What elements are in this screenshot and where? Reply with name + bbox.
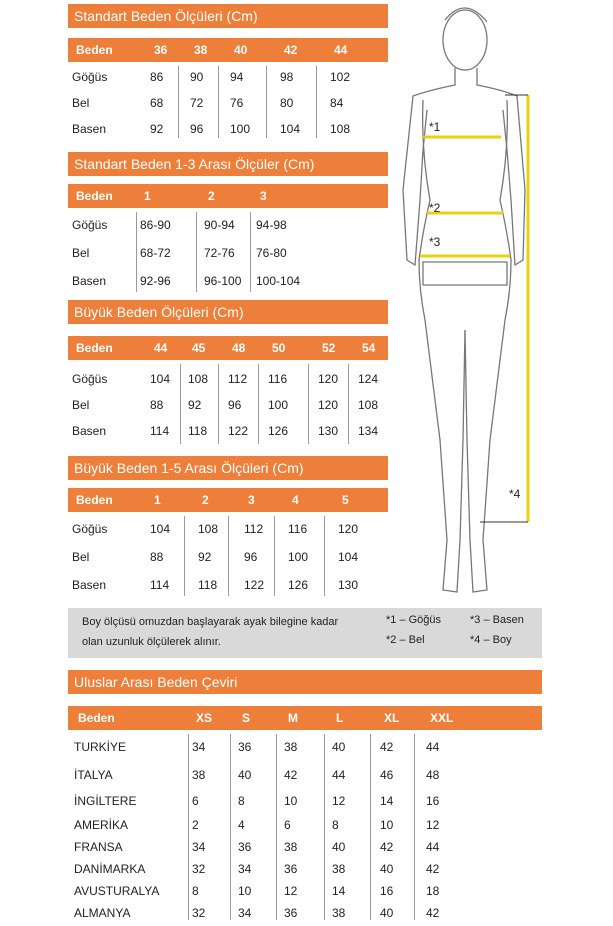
column-divider xyxy=(218,364,219,444)
table-row xyxy=(68,900,542,926)
table-cell: 124 xyxy=(358,372,379,386)
header-size: 45 xyxy=(192,341,206,355)
table-cell: 94-98 xyxy=(256,218,287,232)
table-cell: 14 xyxy=(332,884,346,898)
header-size: 54 xyxy=(362,341,376,355)
table-cell: 8 xyxy=(332,818,339,832)
table-title-standart: Standart Beden Ölçüleri (Cm) xyxy=(68,4,388,28)
label-bust: *1 xyxy=(429,120,441,134)
table-cell: 88 xyxy=(150,550,164,564)
table-cell: 112 xyxy=(228,372,248,386)
table-cell: 104 xyxy=(280,122,301,136)
header-size: L xyxy=(336,711,344,725)
table-cell: 100-104 xyxy=(256,274,301,288)
table-cell: 130 xyxy=(338,578,359,592)
table-cell: 38 xyxy=(332,906,346,920)
header-size: 40 xyxy=(234,43,248,57)
header-size: 3 xyxy=(260,189,267,203)
column-divider xyxy=(324,734,325,920)
table-cell: 84 xyxy=(330,96,344,110)
body-figure xyxy=(385,0,613,610)
table-cell: 32 xyxy=(192,906,206,920)
column-divider xyxy=(316,66,317,138)
column-divider xyxy=(188,734,189,920)
table-cell: 2 xyxy=(192,818,199,832)
table-title-buyuk15: Büyük Beden 1-5 Arası Ölçüleri (Cm) xyxy=(68,456,388,480)
table-cell: 80 xyxy=(280,96,294,110)
table-cell: 36 xyxy=(284,906,298,920)
table-header-buyuk xyxy=(68,336,388,360)
table-cell: 100 xyxy=(268,398,289,412)
table-cell: 104 xyxy=(150,372,171,386)
table-cell: 90-94 xyxy=(204,218,235,232)
table-cell: 118 xyxy=(188,424,208,438)
row-label: Basen xyxy=(72,122,107,136)
row-label: Bel xyxy=(72,246,90,260)
legend-height: *4 – Boy xyxy=(470,634,512,646)
table-cell: 44 xyxy=(426,840,440,854)
note-line-2: olan uzunluk ölçülerek alınır. xyxy=(82,636,221,648)
figure-left-leg xyxy=(419,100,465,592)
column-divider xyxy=(136,212,137,292)
table-row xyxy=(68,212,388,238)
row-label: DANİMARKA xyxy=(74,862,146,876)
table-cell: 32 xyxy=(192,862,206,876)
table-row xyxy=(68,392,388,418)
table-cell: 102 xyxy=(330,70,351,84)
table-cell: 108 xyxy=(188,372,209,386)
table-cell: 36 xyxy=(238,740,252,754)
table-cell: 100 xyxy=(230,122,251,136)
row-label: Basen xyxy=(72,578,107,592)
row-label: Bel xyxy=(72,96,90,110)
table-cell: 108 xyxy=(198,522,219,536)
table-cell: 122 xyxy=(244,578,265,592)
table-header-standart13 xyxy=(68,184,388,208)
table-cell: 72-76 xyxy=(204,246,235,260)
table-cell: 34 xyxy=(238,862,252,876)
table-cell: 130 xyxy=(318,424,339,438)
header-size: 52 xyxy=(322,341,336,355)
table-cell: 46 xyxy=(380,768,394,782)
label-height: *4 xyxy=(509,487,521,501)
table-cell: 8 xyxy=(192,884,199,898)
table-cell: 76 xyxy=(230,96,244,110)
legend-hip: *3 – Basen xyxy=(470,614,524,626)
table-cell: 48 xyxy=(426,768,440,782)
column-divider xyxy=(230,734,231,920)
table-cell: 114 xyxy=(150,424,170,438)
column-divider xyxy=(324,516,325,596)
row-label: Göğüs xyxy=(72,218,108,232)
measurement-note xyxy=(68,608,542,658)
table-cell: 68 xyxy=(150,96,164,110)
table-cell: 6 xyxy=(284,818,291,832)
column-divider xyxy=(228,516,229,596)
header-size: 36 xyxy=(154,43,168,57)
header-size: 48 xyxy=(232,341,246,355)
table-cell: 100 xyxy=(288,550,309,564)
column-divider xyxy=(348,364,349,444)
column-divider xyxy=(258,364,259,444)
table-cell: 88 xyxy=(150,398,164,412)
figure-right-arm xyxy=(477,68,525,265)
table-cell: 116 xyxy=(268,372,288,386)
table-row xyxy=(68,116,388,142)
table-row xyxy=(68,418,388,444)
header-size: 1 xyxy=(144,189,151,203)
column-divider xyxy=(274,516,275,596)
row-label: FRANSA xyxy=(74,840,123,854)
table-cell: 38 xyxy=(192,768,206,782)
table-row xyxy=(68,240,388,266)
table-cell: 38 xyxy=(284,840,298,854)
table-cell: 108 xyxy=(358,398,379,412)
table-cell: 34 xyxy=(192,740,206,754)
table-row xyxy=(68,788,542,814)
table-cell: 44 xyxy=(426,740,440,754)
header-size: 2 xyxy=(202,493,209,507)
table-cell: 44 xyxy=(332,768,346,782)
table-cell: 92 xyxy=(150,122,164,136)
table-cell: 92 xyxy=(198,550,212,564)
table-cell: 40 xyxy=(380,862,394,876)
table-cell: 126 xyxy=(268,424,289,438)
legend-waist: *2 – Bel xyxy=(386,634,425,646)
table-header-uluslar xyxy=(68,706,542,730)
label-hip: *3 xyxy=(429,235,441,249)
figure-head xyxy=(443,10,487,70)
column-divider xyxy=(178,66,179,138)
table-cell: 36 xyxy=(238,840,252,854)
table-cell: 10 xyxy=(238,884,252,898)
table-cell: 96 xyxy=(244,550,258,564)
column-divider xyxy=(266,66,267,138)
row-label: Bel xyxy=(72,398,90,412)
note-line-1: Boy ölçüsü omuzdan başlayarak ayak bilegine kadar xyxy=(82,616,339,628)
column-divider xyxy=(370,734,371,920)
table-cell: 122 xyxy=(228,424,249,438)
header-size: XS xyxy=(196,711,213,725)
table-cell: 16 xyxy=(380,884,394,898)
table-cell: 116 xyxy=(288,522,308,536)
table-cell: 76-80 xyxy=(256,246,287,260)
table-cell: 42 xyxy=(426,862,440,876)
row-label: ALMANYA xyxy=(74,906,131,920)
row-label: Göğüs xyxy=(72,372,108,386)
header-size: 44 xyxy=(154,341,168,355)
row-label: İTALYA xyxy=(74,768,113,782)
header-size: 4 xyxy=(292,493,299,507)
table-cell: 8 xyxy=(238,794,245,808)
table-cell: 42 xyxy=(380,740,394,754)
table-row xyxy=(68,90,388,116)
table-cell: 86-90 xyxy=(140,218,171,232)
table-title-uluslar: Uluslar Arası Beden Çeviri xyxy=(68,670,542,694)
table-cell: 6 xyxy=(192,794,199,808)
table-cell: 42 xyxy=(284,768,298,782)
header-size: 42 xyxy=(284,43,298,57)
table-cell: 12 xyxy=(284,884,298,898)
row-label: AMERİKA xyxy=(74,818,129,832)
table-cell: 12 xyxy=(426,818,440,832)
table-cell: 112 xyxy=(244,522,264,536)
table-row xyxy=(68,64,388,90)
column-divider xyxy=(180,364,181,444)
table-cell: 104 xyxy=(338,550,359,564)
table-cell: 96 xyxy=(228,398,242,412)
table-row xyxy=(68,366,388,392)
table-cell: 40 xyxy=(380,906,394,920)
header-size: 5 xyxy=(342,493,349,507)
header-size: XL xyxy=(384,711,400,725)
header-size: XXL xyxy=(430,711,454,725)
header-size: 1 xyxy=(154,493,161,507)
table-cell: 90 xyxy=(190,70,204,84)
table-cell: 14 xyxy=(380,794,394,808)
header-size: 3 xyxy=(248,493,255,507)
table-row xyxy=(68,268,388,294)
column-divider xyxy=(414,734,415,920)
table-title-buyuk: Büyük Beden Ölçüleri (Cm) xyxy=(68,300,388,324)
table-cell: 36 xyxy=(284,862,298,876)
column-divider xyxy=(276,734,277,920)
table-cell: 18 xyxy=(426,884,440,898)
table-cell: 42 xyxy=(380,840,394,854)
table-row xyxy=(68,762,542,788)
table-cell: 118 xyxy=(198,578,218,592)
table-cell: 40 xyxy=(332,740,346,754)
table-cell: 40 xyxy=(332,840,346,854)
table-cell: 108 xyxy=(330,122,351,136)
table-cell: 94 xyxy=(230,70,244,84)
row-label: Göğüs xyxy=(72,522,108,536)
legend-bust: *1 – Göğüs xyxy=(386,614,442,626)
header-label: Beden xyxy=(76,43,113,57)
column-divider xyxy=(196,212,197,292)
table-cell: 12 xyxy=(332,794,346,808)
table-cell: 134 xyxy=(358,424,379,438)
header-label: Beden xyxy=(76,189,113,203)
table-cell: 96 xyxy=(190,122,204,136)
table-cell: 34 xyxy=(192,840,206,854)
header-size: M xyxy=(288,711,298,725)
table-cell: 38 xyxy=(284,740,298,754)
header-size: 38 xyxy=(194,43,208,57)
header-label: Beden xyxy=(76,341,113,355)
table-cell: 16 xyxy=(426,794,440,808)
table-header-buyuk15 xyxy=(68,488,388,512)
row-label: İNGİLTERE xyxy=(74,794,137,808)
row-label: TURKİYE xyxy=(74,740,127,754)
table-cell: 34 xyxy=(238,906,252,920)
header-size: 50 xyxy=(272,341,286,355)
table-title-standart13: Standart Beden 1-3 Arası Ölçüler (Cm) xyxy=(68,152,388,176)
table-cell: 114 xyxy=(150,578,170,592)
table-cell: 10 xyxy=(284,794,298,808)
header-size: 2 xyxy=(208,189,215,203)
table-cell: 120 xyxy=(318,398,339,412)
table-cell: 96-100 xyxy=(204,274,242,288)
table-cell: 120 xyxy=(318,372,339,386)
table-cell: 40 xyxy=(238,768,252,782)
header-size: S xyxy=(242,711,251,725)
row-label: Göğüs xyxy=(72,70,108,84)
column-divider xyxy=(218,66,219,138)
table-cell: 68-72 xyxy=(140,246,171,260)
column-divider xyxy=(250,212,251,292)
table-row xyxy=(68,734,542,760)
header-size: 44 xyxy=(334,43,348,57)
table-cell: 72 xyxy=(190,96,204,110)
table-cell: 38 xyxy=(332,862,346,876)
table-cell: 4 xyxy=(238,818,245,832)
table-cell: 92-96 xyxy=(140,274,171,288)
figure-right-leg xyxy=(465,100,511,592)
table-cell: 120 xyxy=(338,522,359,536)
table-cell: 126 xyxy=(288,578,309,592)
table-cell: 86 xyxy=(150,70,164,84)
label-waist: *2 xyxy=(429,201,441,215)
column-divider xyxy=(184,516,185,596)
header-label: Beden xyxy=(76,493,113,507)
table-cell: 104 xyxy=(150,522,171,536)
row-label: Bel xyxy=(72,550,90,564)
row-label: Basen xyxy=(72,424,107,438)
table-cell: 98 xyxy=(280,70,294,84)
table-header-standart xyxy=(68,38,388,62)
table-cell: 92 xyxy=(188,398,202,412)
table-cell: 10 xyxy=(380,818,394,832)
row-label: AVUSTURALYA xyxy=(74,884,160,898)
table-cell: 42 xyxy=(426,906,440,920)
header-label: Beden xyxy=(78,711,115,725)
row-label: Basen xyxy=(72,274,107,288)
column-divider xyxy=(308,364,309,444)
